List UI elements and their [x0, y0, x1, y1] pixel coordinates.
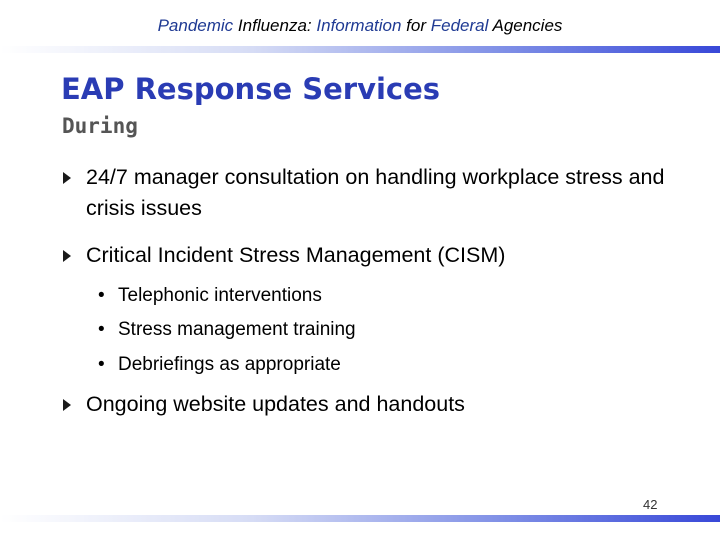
dot-bullet-icon: •: [98, 285, 105, 306]
header-divider: [0, 46, 720, 53]
sub-bullet-text: Telephonic interventions: [118, 285, 322, 306]
slide-header: [0, 16, 720, 36]
header-word: Influenza:: [237, 16, 312, 35]
header-word: Information: [316, 16, 402, 35]
arrow-bullet-icon: [63, 172, 71, 184]
arrow-bullet-icon: [63, 399, 71, 411]
header-word: Federal: [430, 16, 489, 35]
bullet-text: 24/7 manager consultation on handling workplace stress and crisis issues: [86, 165, 665, 220]
sub-bullet-item: [98, 284, 322, 308]
sub-bullet-text: Stress management training: [118, 319, 356, 340]
dot-bullet-icon: •: [98, 354, 105, 375]
header-word: for: [406, 16, 427, 35]
sub-bullet-item: [98, 353, 341, 377]
bullet-text: Critical Incident Stress Management (CISM): [86, 243, 506, 267]
footer-divider: [0, 515, 720, 522]
sub-bullet-item: [98, 318, 356, 342]
bullet-text: Ongoing website updates and handouts: [86, 392, 465, 416]
dot-bullet-icon: •: [98, 319, 105, 340]
bullet-item: [63, 389, 686, 420]
page-number: 42: [643, 497, 658, 512]
sub-bullet-text: Debriefings as appropriate: [118, 354, 341, 375]
slide-title: EAP Response Services: [61, 72, 441, 106]
slide-subtitle: During: [62, 114, 138, 138]
arrow-bullet-icon: [63, 250, 71, 262]
header-word: Pandemic: [157, 16, 234, 35]
bullet-item: [63, 240, 686, 271]
header-word: Agencies: [492, 16, 563, 35]
bullet-item: [63, 162, 686, 224]
